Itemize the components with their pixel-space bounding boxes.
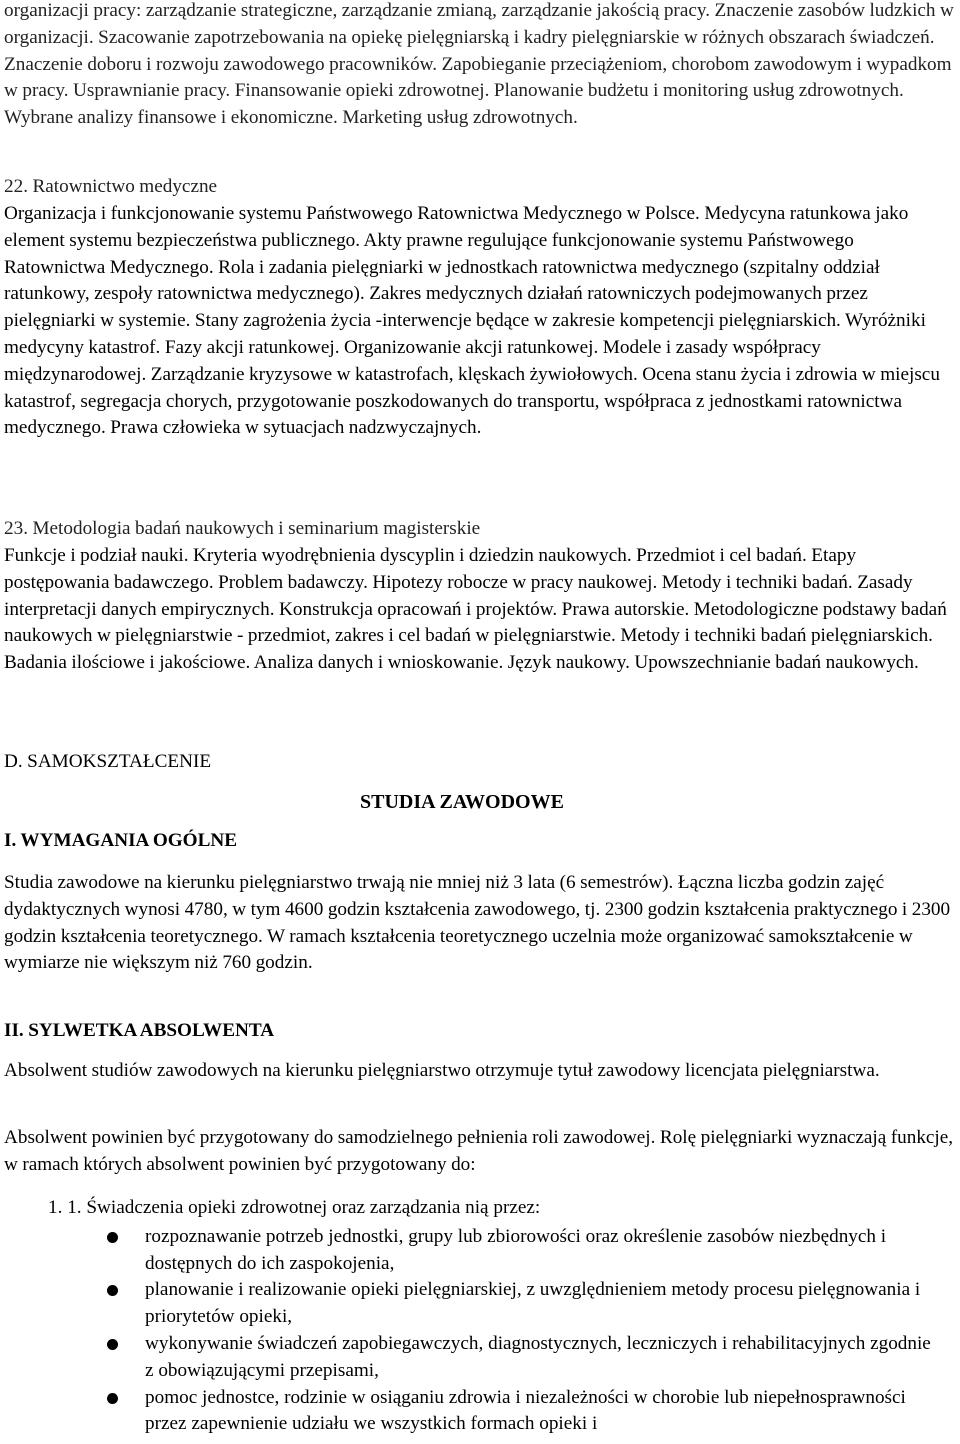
bullet-text: planowanie i realizowanie opieki pielęgniarskiej, z uwzględnieniem metody procesu pielęgnowania i priorytetów opieki, [145, 1279, 921, 1328]
list-item [0, 1331, 935, 1385]
section-22-title: 22. Ratownictwo medyczne [4, 176, 218, 197]
list-item [0, 1385, 935, 1439]
section-d-title: D. SAMOKSZTAŁCENIE [4, 751, 212, 772]
bullet-text: pomoc jednostce, rodzinie w osiąganiu zdrowia i niezależności w chorobie lub niepełnosprawności przez zapewnienie udziału we wszystkich formach opieki i [145, 1386, 906, 1435]
list-item [0, 1277, 935, 1331]
list-item-title: 1. 1. Świadczenia opieki zdrowotnej oraz zarządzania nią przez: [48, 1197, 541, 1218]
bullet-dot-icon [107, 1393, 118, 1404]
paragraph-wymagania: Studia zawodowe na kierunku pielęgniarstwo trwają nie mniej niż 3 lata (6 semestrów). Łączna liczba godzin zajęć dydaktycznych wynosi 4780, w tym 4600 godzin kształcenia zawodowego, tj. 2300 godzin kształcenia praktycznego i 2300 godzin kształcenia teoretycznego. W ramach kształcenia teoretycznego uczelnia może organizować samokształcenie w wymiarze nie większym niż 760 godzin. [4, 872, 951, 974]
bullet-list [0, 1224, 950, 1438]
list-item [0, 1195, 950, 1438]
paragraph-absolwent-rola: Absolwent powinien być przygotowany do samodzielnego pełnienia roli zawodowej. Rolę pielęgniarki wyznaczają funkcje, w ramach których absolwent powinien być przygotowany do: [4, 1127, 954, 1175]
paragraph-absolwent-tytul: Absolwent studiów zawodowych na kierunku pielęgniarstwo otrzymuje tytuł zawodowy licencjata pielęgniarstwa. [4, 1060, 880, 1081]
section-22-body: Organizacja i funkcjonowanie systemu Państwowego Ratownictwa Medycznego w Polsce. Medycyna ratunkowa jako element systemu bezpieczeństwa publicznego. Akty prawne regulujące funkcjonowanie systemu Państwowego Ratownictwa Medycznego. Rola i zadania pielęgniarki w jednostkach ratownictwa medycznego (szpitalny oddział ratunkowy, zespoły ratownictwa medycznego). Zakres medycznych działań ratowniczych podejmowanych przez pielęgniarki w systemie. Stany zagrożenia życia -interwencje będące w zakresie kompetencji pielęgniarskich. Wyróżniki medycyny katastrof. Fazy akcji ratunkowej. Organizowanie akcji ratunkowej. Modele i zasady współpracy międzynarodowej. Zarządzanie kryzysowe w katastrofach, klęskach żywiołowych. Ocena stanu życia i zdrowia w miejscu katastrof, segregacja chorych, przygotowanie poszkodowanych do transportu, współpraca z jednostkami ratownictwa medycznego. Prawa człowieka w sytuacjach nadzwyczajnych. [4, 203, 940, 439]
list-item [0, 1224, 935, 1278]
bullet-dot-icon [107, 1232, 118, 1243]
bullet-text: rozpoznawanie potrzeb jednostki, grupy lub zbiorowości oraz określenie zasobów niezbędnych i dostępnych do ich zaspokojenia, [145, 1225, 887, 1274]
bullet-dot-icon [107, 1339, 118, 1350]
heading-wymagania-ogolne: I. WYMAGANIA OGÓLNE [4, 830, 238, 851]
bullet-text: wykonywanie świadczeń zapobiegawczych, diagnostycznych, leczniczych i rehabilitacyjnych zgodnie z obowiązującymi przepisami, [145, 1332, 931, 1381]
studia-zawodowe-heading: STUDIA ZAWODOWE [360, 791, 564, 813]
heading-sylwetka-absolwenta: II. SYLWETKA ABSOLWENTA [4, 1020, 275, 1041]
section-23-title: 23. Metodologia badań naukowych i seminarium magisterskie [4, 518, 481, 539]
functions-list [0, 1195, 950, 1438]
section-23-body: Funkcje i podział nauki. Kryteria wyodrębnienia dyscyplin i dziedzin naukowych. Przedmiot i cel badań. Etapy postępowania badawczego. Problem badawczy. Hipotezy robocze w pracy naukowej. Metody i techniki badań. Zasady interpretacji danych empirycznych. Konstrukcja opracowań i projektów. Prawa autorskie. Metodologiczne podstawy badań naukowych w pielęgniarstwie - przedmiot, zakres i cel badań w pielęgniarstwie. Metody i techniki badań pielęgniarskich. Badania ilościowe i jakościowe. Analiza danych i wnioskowanie. Język naukowy. Upowszechnianie badań naukowych. [4, 545, 947, 674]
paragraph-management: organizacji pracy: zarządzanie strategiczne, zarządzanie zmianą, zarządzanie jakością pracy. Znaczenie zasobów ludzkich w organizacji. Szacowanie zapotrzebowania na opiekę pielęgniarską i kadry pielęgniarskie w różnych obszarach świadczeń. Znaczenie doboru i rozwoju zawodowego pracowników. Zapobieganie przeciążeniom, chorobom zawodowym i wypadkom w pracy. Usprawnianie pracy. Finansowanie opieki zdrowotnej. Planowanie budżetu i monitoring usług zdrowotnych. Wybrane analizy finansowe i ekonomiczne. Marketing usług zdrowotnych. [4, 0, 954, 129]
bullet-dot-icon [107, 1285, 118, 1296]
